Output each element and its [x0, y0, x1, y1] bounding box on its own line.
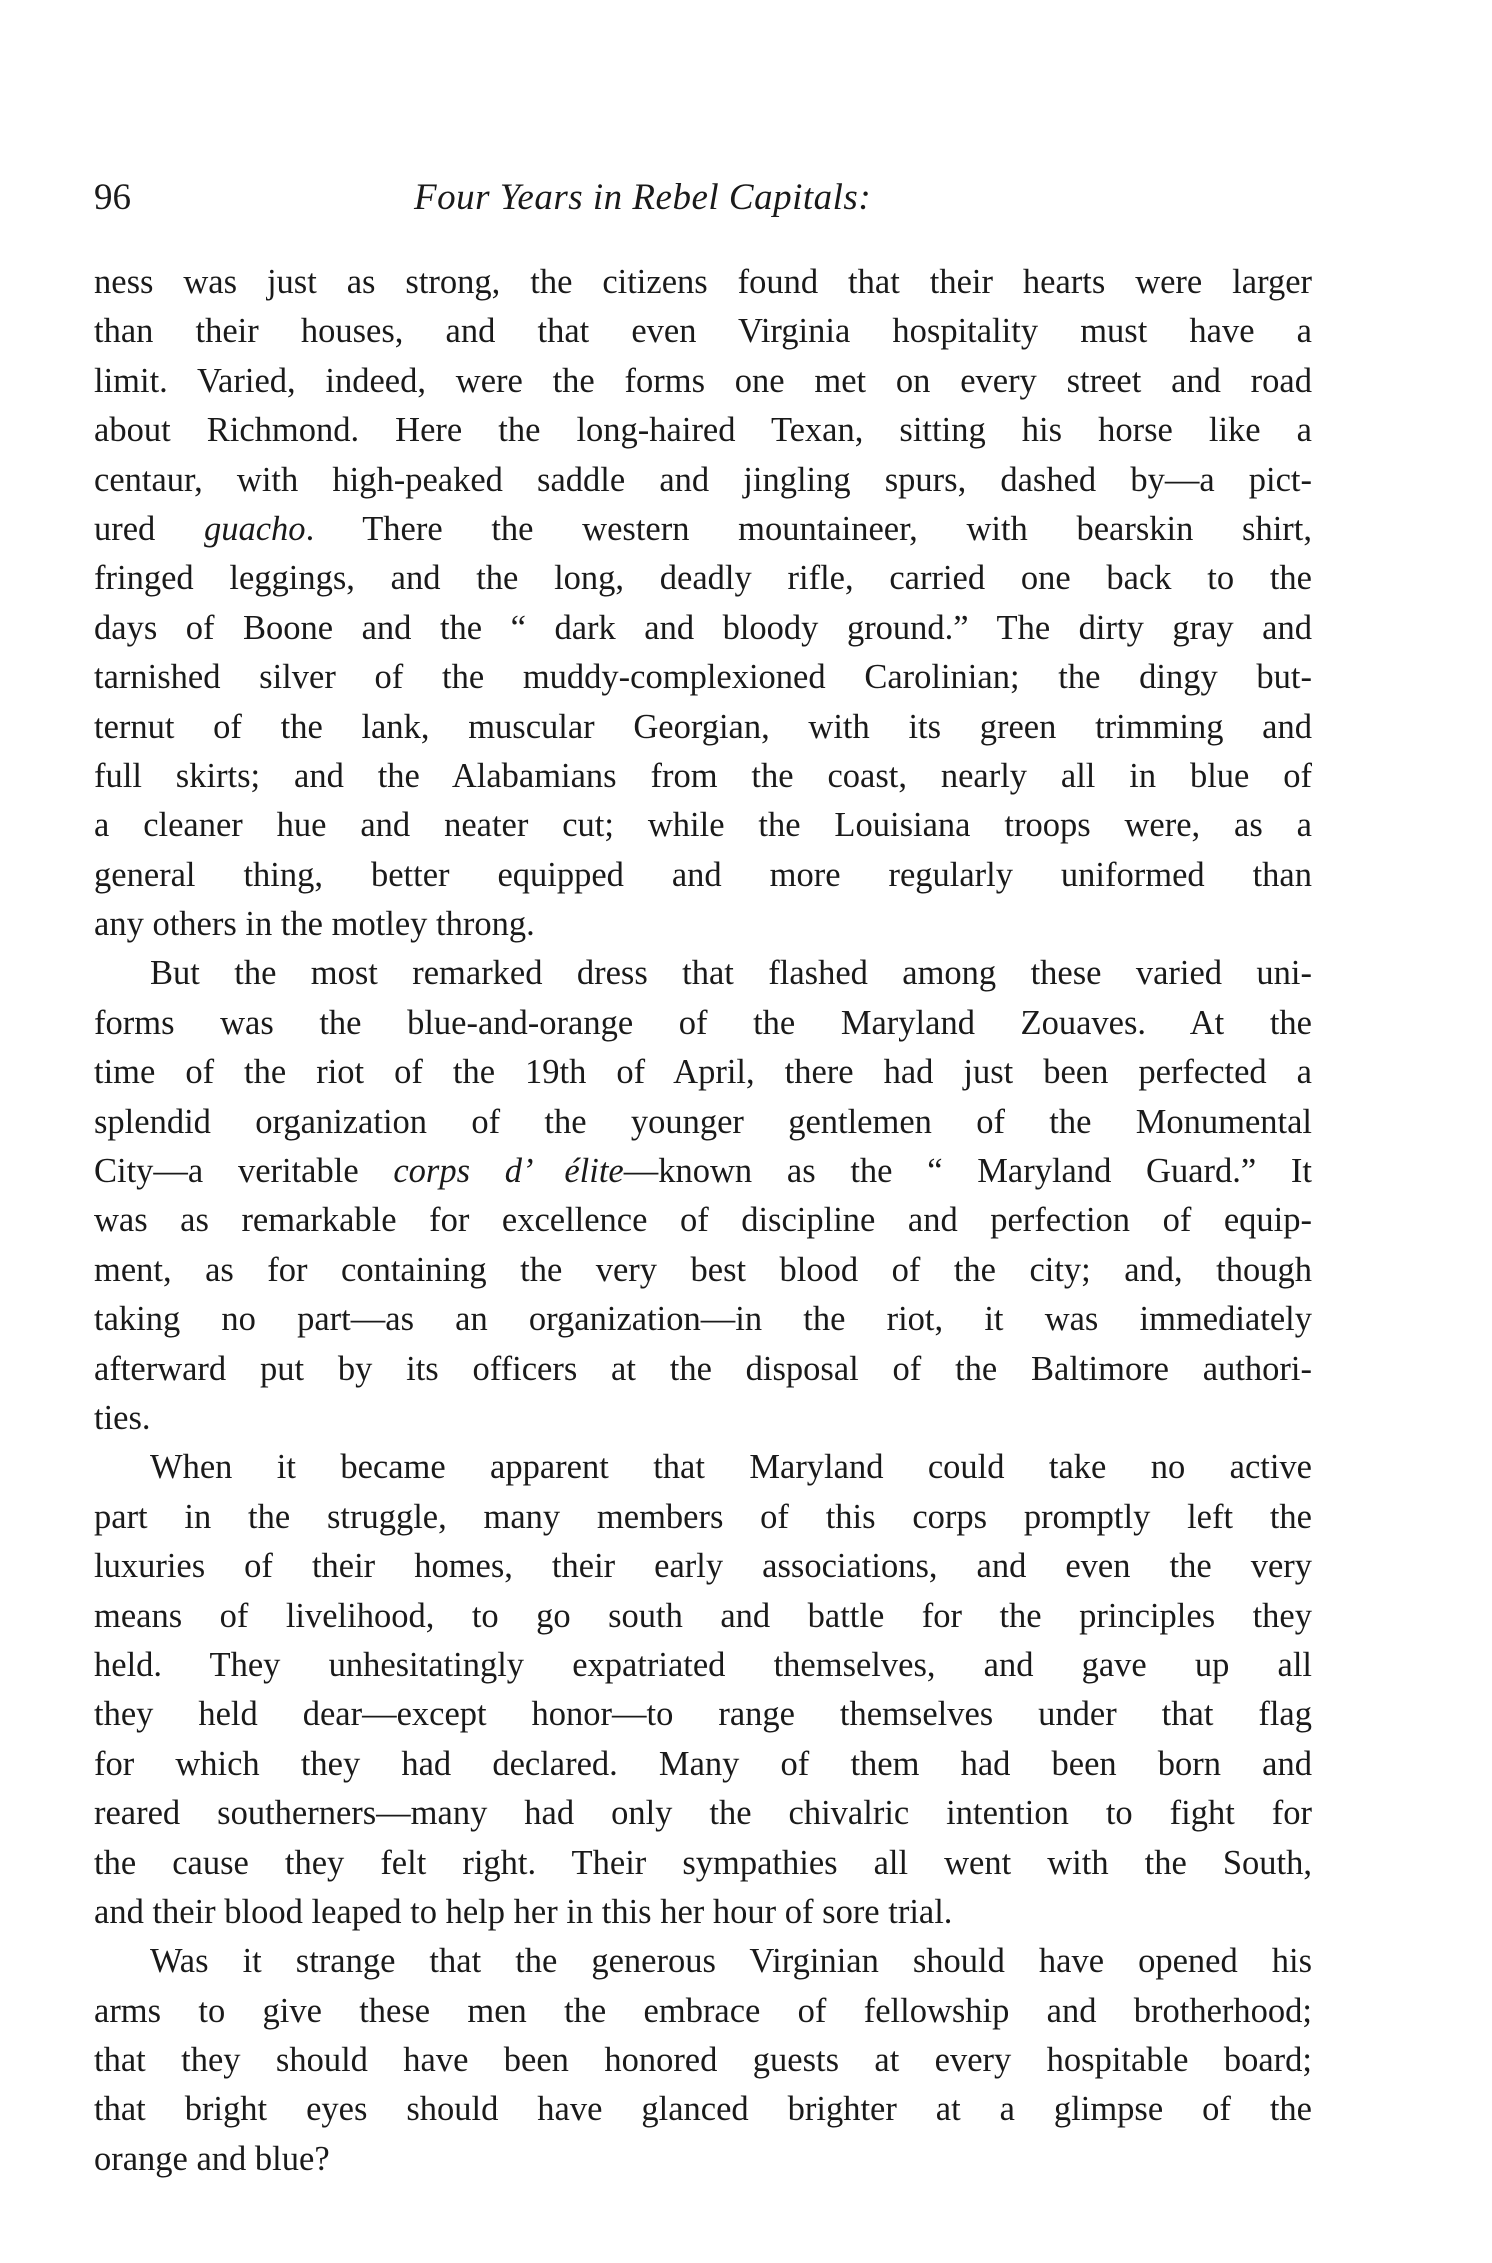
text-line: about Richmond. Here the long-haired Texan, sitting his horse like a: [94, 411, 1312, 450]
text-line: centaur, with high-peaked saddle and jingling spurs, dashed by—a pict-: [94, 460, 1312, 499]
text-line: ness was just as strong, the citizens found that their hearts were larger: [94, 263, 1312, 301]
text-line: the cause they felt right. Their sympathies all went with the South,: [94, 1843, 1312, 1882]
text-line: was as remarkable for excellence of discipline and perfection of equip-: [94, 1201, 1312, 1240]
text-line: limit. Varied, indeed, were the forms one met on every street and road: [94, 361, 1312, 400]
text-line: fringed leggings, and the long, deadly rifle, carried one back to the: [94, 559, 1312, 598]
text-line: afterward put by its officers at the disposal of the Baltimore authori-: [94, 1349, 1312, 1388]
text-line: than their houses, and that even Virginia hospitality must have a: [94, 312, 1312, 351]
body-text: [94, 258, 1312, 2184]
paragraph-3: [94, 1443, 1312, 1937]
page-number: 96: [94, 177, 131, 218]
text-line: luxuries of their homes, their early associations, and even the very: [94, 1547, 1312, 1586]
text-line: But the most remarked dress that flashed among these varied uni-: [150, 954, 1312, 993]
running-head: [94, 168, 1312, 228]
text-line: general thing, better equipped and more regularly uniformed than: [94, 855, 1312, 894]
text-line: a cleaner hue and neater cut; while the Louisiana troops were, as a: [94, 806, 1312, 845]
text-line: Was it strange that the generous Virginian should have opened his: [150, 1942, 1312, 1981]
text-line: means of livelihood, to go south and battle for the principles they: [94, 1596, 1312, 1635]
text-line: taking no part—as an organization—in the riot, it was immediately: [94, 1300, 1312, 1339]
italic-term: guacho: [203, 509, 306, 548]
text-line: ties.: [94, 1398, 151, 1437]
text-line: days of Boone and the “ dark and bloody ground.” The dirty gray and: [94, 608, 1312, 647]
paragraph-4: [94, 1937, 1312, 2184]
text-line: ured guacho. There the western mountaineer, with bearskin shirt,: [94, 509, 1312, 548]
text-line: full skirts; and the Alabamians from the coast, nearly all in blue of: [94, 756, 1312, 795]
text-line: held. They unhesitatingly expatriated themselves, and gave up all: [94, 1645, 1312, 1684]
paragraph-2: [94, 949, 1312, 1443]
running-title: Four Years in Rebel Capitals:: [414, 177, 872, 218]
paragraph-1: [94, 258, 1312, 949]
text-line: splendid organization of the younger gentlemen of the Monumental: [94, 1102, 1312, 1141]
text-line: that they should have been honored guests at every hospitable board;: [94, 2041, 1312, 2080]
text-line: City—a veritable corps d’ élite—known as the “ Maryland Guard.” It: [94, 1152, 1312, 1191]
text-line: forms was the blue-and-orange of the Maryland Zouaves. At the: [94, 1003, 1312, 1042]
text-line: for which they had declared. Many of them had been born and: [94, 1744, 1312, 1783]
text-line: tarnished silver of the muddy-complexioned Carolinian; the dingy but-: [94, 658, 1312, 697]
text-line: any others in the motley throng.: [94, 905, 535, 944]
italic-term: corps d’ élite: [393, 1152, 624, 1191]
text-line: ternut of the lank, muscular Georgian, with its green trimming and: [94, 707, 1312, 746]
text-line: orange and blue?: [94, 2139, 330, 2178]
text-line: arms to give these men the embrace of fellowship and brotherhood;: [94, 1991, 1312, 2030]
text-line: reared southerners—many had only the chivalric intention to fight for: [94, 1794, 1312, 1833]
text-line: they held dear—except honor—to range themselves under that flag: [94, 1695, 1312, 1734]
text-line: time of the riot of the 19th of April, there had just been perfected a: [94, 1053, 1312, 1092]
text-line: and their blood leaped to help her in this her hour of sore trial.: [94, 1892, 953, 1931]
text-line: When it became apparent that Maryland could take no active: [150, 1448, 1312, 1487]
text-line: part in the struggle, many members of this corps promptly left the: [94, 1497, 1312, 1536]
text-line: that bright eyes should have glanced brighter at a glimpse of the: [94, 2090, 1312, 2129]
text-line: ment, as for containing the very best blood of the city; and, though: [94, 1250, 1312, 1289]
